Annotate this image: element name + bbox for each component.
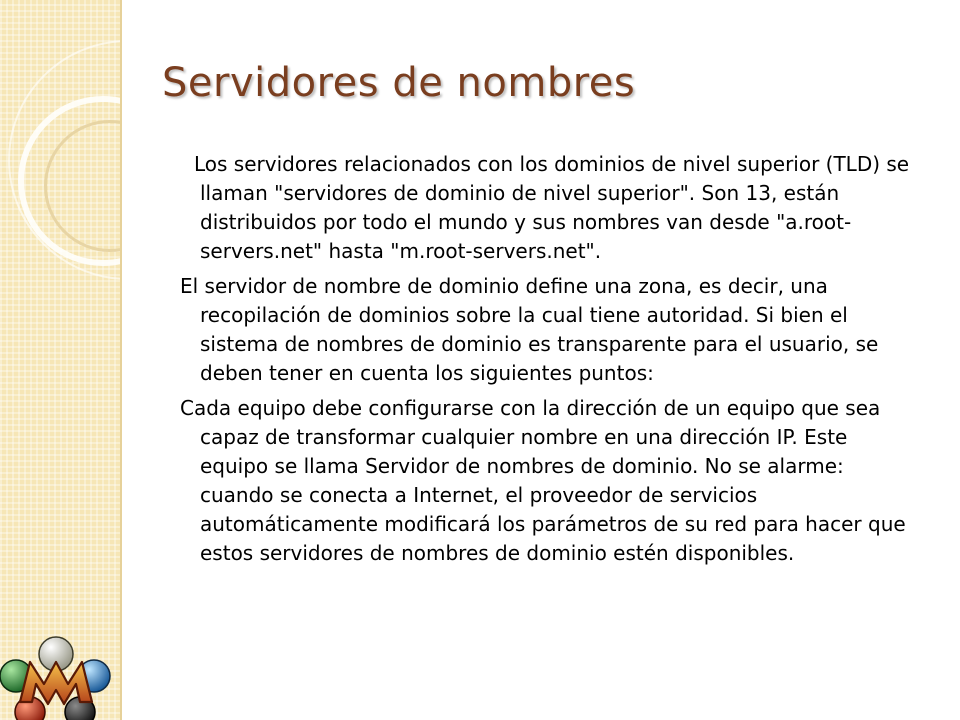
paragraph-zone-definition: El servidor de nombre de dominio define una zona, es decir, una recopilación de dominios sobre la cual tiene autoridad. Si bien el sistema de nombres de dominio es transparente para el usuario, se deben tener en cuenta los siguientes puntos: bbox=[180, 274, 879, 385]
magic-logo-icon bbox=[0, 632, 112, 720]
slide-body bbox=[180, 150, 910, 574]
decorative-sidebar bbox=[0, 0, 122, 720]
paragraph-tld-servers: Los servidores relacionados con los dominios de nivel superior (TLD) se llaman "servidores de dominio de nivel superior". Son 13, están distribuidos por todo el mundo y sus nombres van desde "a.root-servers.net" hasta "m.root-servers.net". bbox=[194, 152, 910, 263]
sidebar-edge bbox=[120, 0, 122, 720]
slide-title: Servidores de nombres bbox=[162, 60, 636, 106]
paragraph-dns-configuration: Cada equipo debe configurarse con la dirección de un equipo que sea capaz de transformar cualquier nombre en una dirección IP. Este equipo se llama Servidor de nombres de dominio. No se alarme: cuando se conecta a Internet, el proveedor de servicios automáticamente modificará los parámetros de su red para hacer que estos servidores de nombres de dominio estén disponibles. bbox=[180, 396, 906, 565]
